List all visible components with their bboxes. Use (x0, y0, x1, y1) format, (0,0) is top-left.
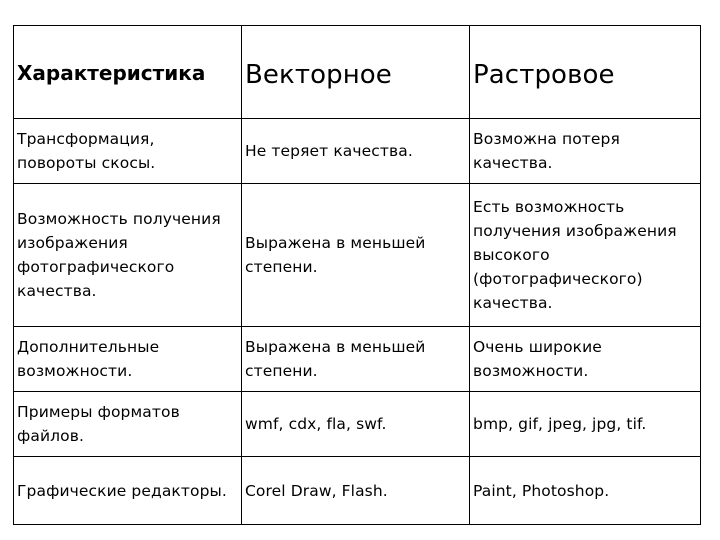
raster-cell: Есть возможность получения изображения высокого (фотографического) качества. (470, 184, 701, 327)
raster-cell: bmp, gif, jpeg, jpg, tif. (470, 392, 701, 457)
characteristic-cell: Графические редакторы. (14, 457, 242, 525)
raster-cell: Paint, Photoshop. (470, 457, 701, 525)
table-row (14, 184, 701, 327)
vector-cell: wmf, cdx, fla, swf. (242, 392, 470, 457)
characteristic-cell: Возможность получения изображения фотографического качества. (14, 184, 242, 327)
vector-cell: Не теряет качества. (242, 119, 470, 184)
comparison-table (13, 25, 701, 525)
vector-cell: Выражена в меньшей степени. (242, 327, 470, 392)
raster-cell: Очень широкие возможности. (470, 327, 701, 392)
vector-cell: Corel Draw, Flash. (242, 457, 470, 525)
raster-cell: Возможна потеря качества. (470, 119, 701, 184)
table-row (14, 327, 701, 392)
characteristic-cell: Дополнительные возможности. (14, 327, 242, 392)
vector-cell: Выражена в меньшей степени. (242, 184, 470, 327)
header-raster: Растровое (470, 26, 701, 119)
characteristic-cell: Примеры форматов файлов. (14, 392, 242, 457)
characteristic-cell: Трансформация, повороты скосы. (14, 119, 242, 184)
header-characteristic: Характеристика (14, 26, 242, 119)
table-row (14, 119, 701, 184)
table-header-row (14, 26, 701, 119)
table-row (14, 457, 701, 525)
table-row (14, 392, 701, 457)
header-vector: Векторное (242, 26, 470, 119)
